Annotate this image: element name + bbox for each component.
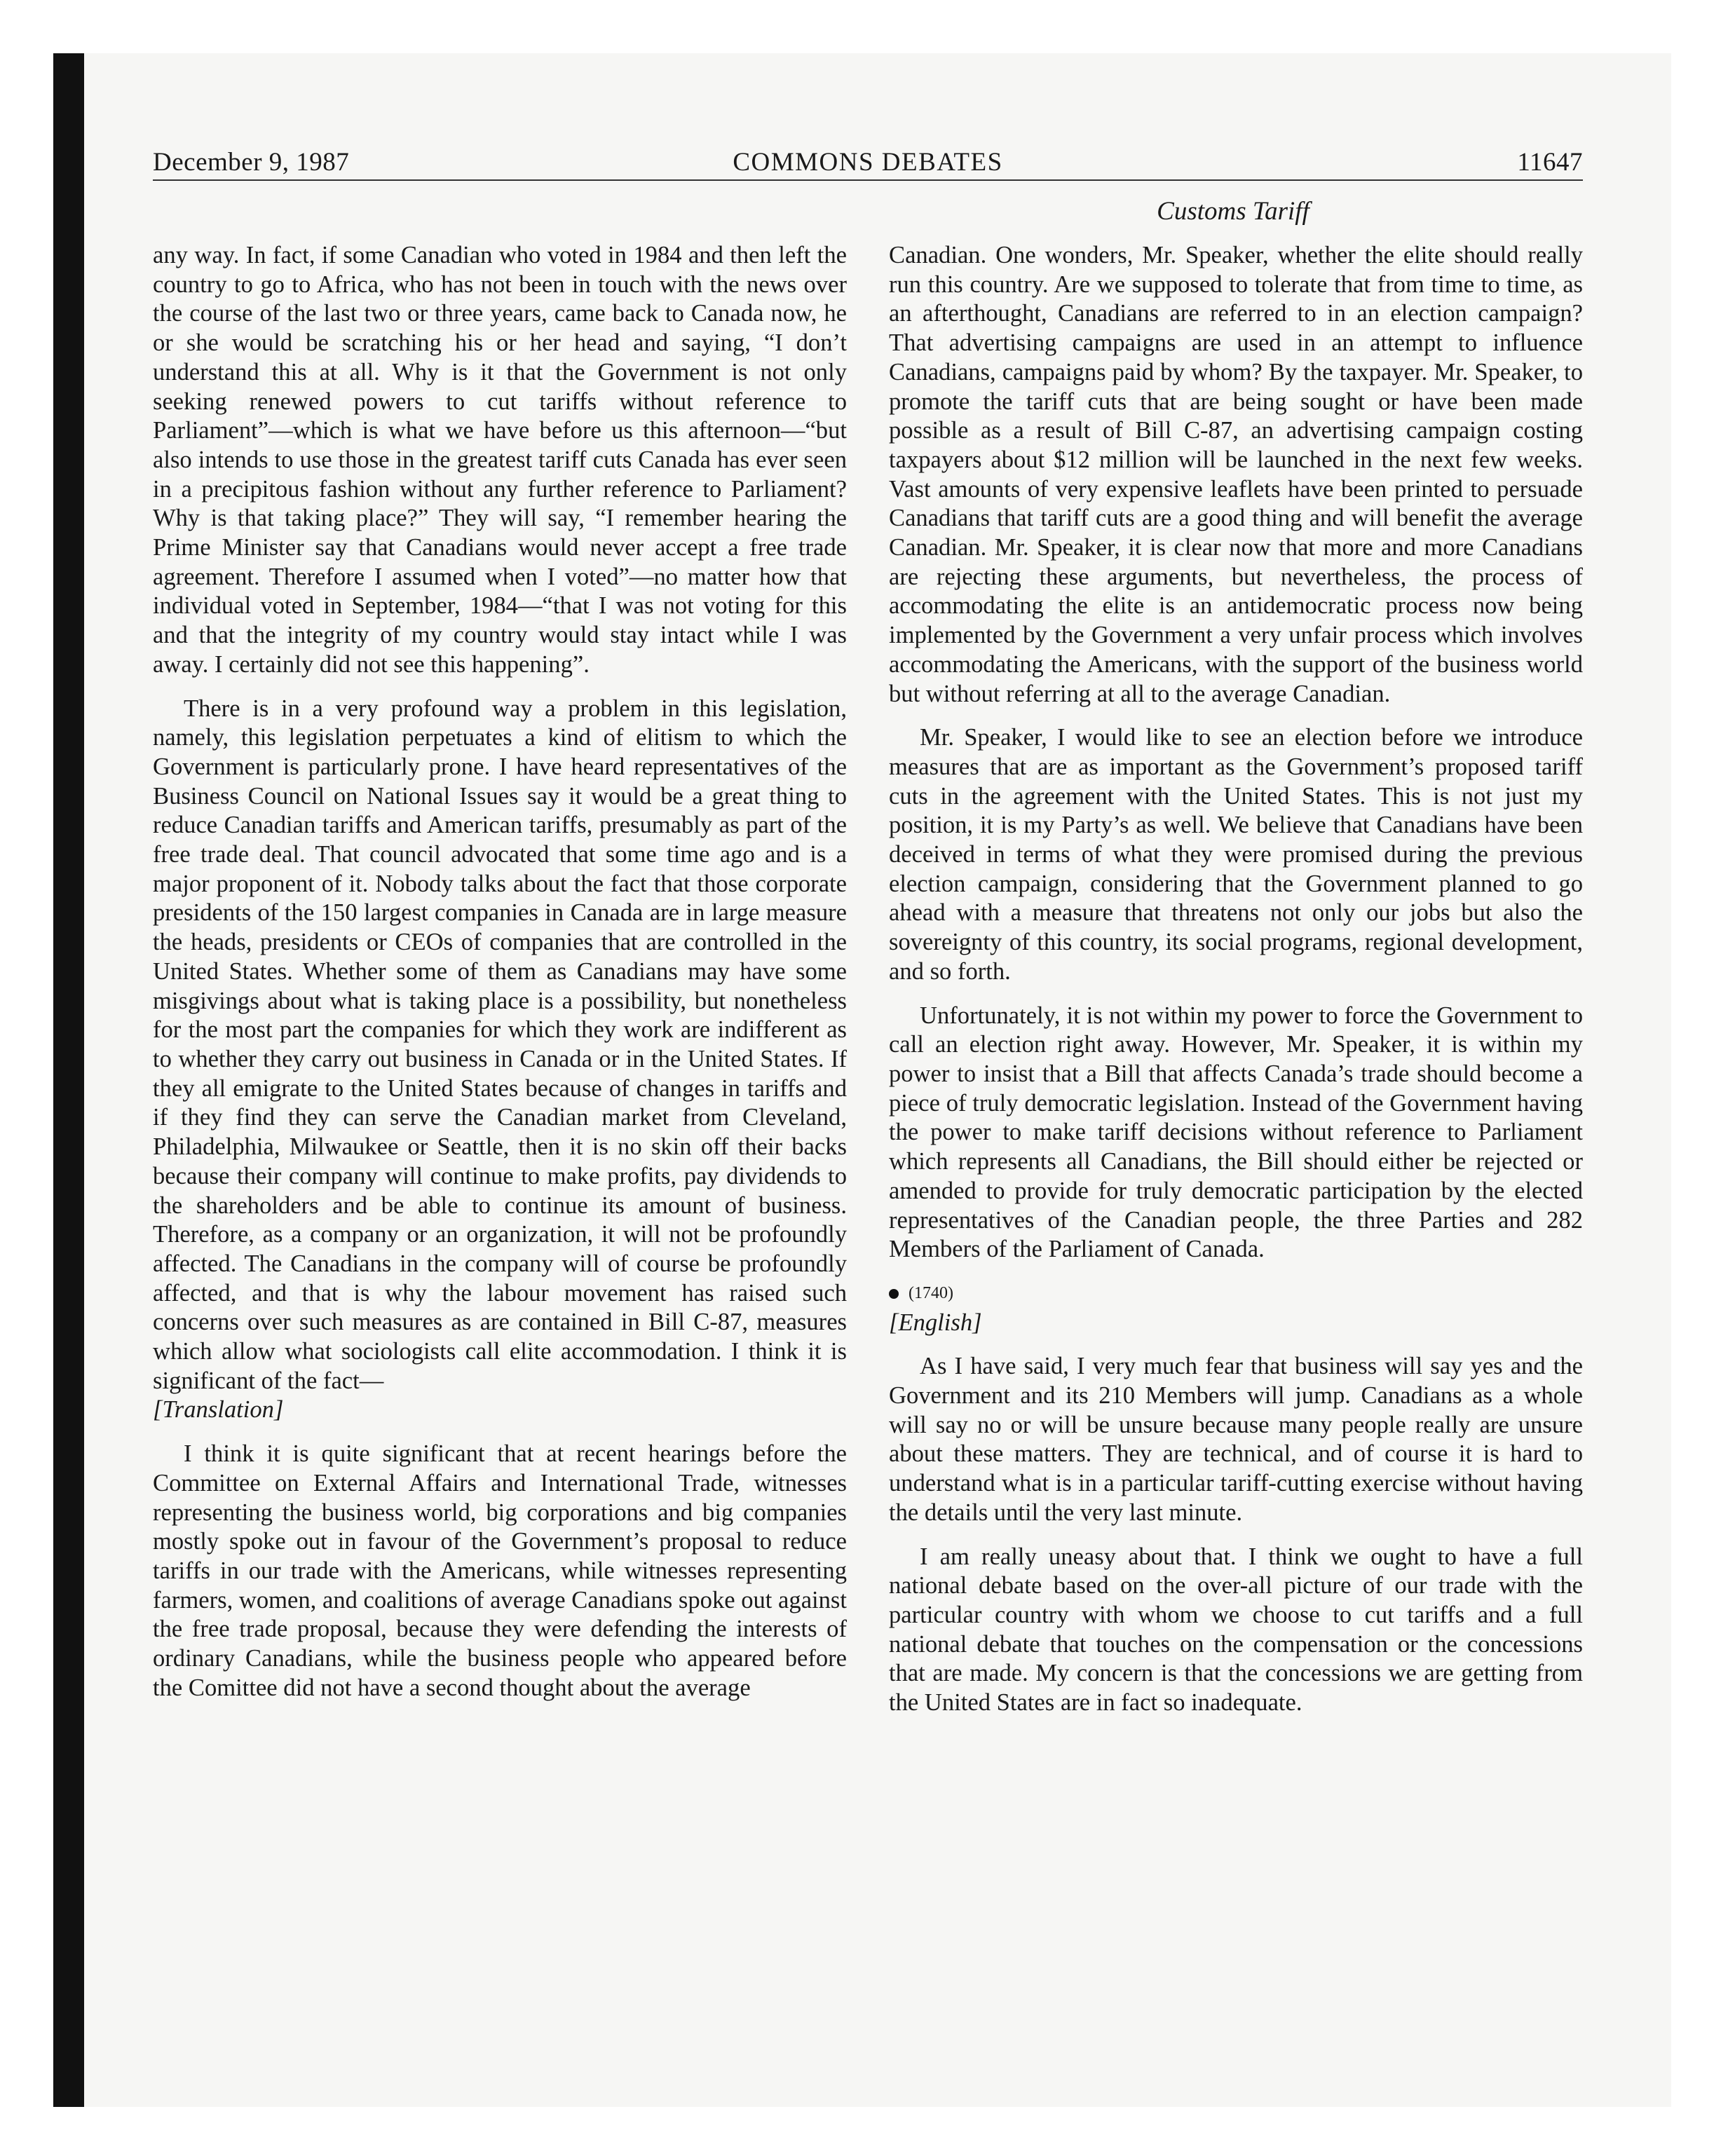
paragraph: As I have said, I very much fear that business will say yes and the Government and its 210 Members will jump. Canadians as a whole will say no or will be unsure because many people really are unsure about these matters. They are technical, and of course it is hard to understand what is in a particular tariff-cutting exercise without having the details until the very last minute. (889, 1353, 1583, 1526)
running-header (153, 144, 1583, 181)
paragraph: I am really uneasy about that. I think we ought to have a full national debate based on the over-all picture of our trade with the particular country with whom we choose to cut tariffs and a full national debate that touches on the compensation or the concessions that are made. My concern is that the concessions we are getting from the United States are in fact so inadequate. (889, 1543, 1583, 1717)
bullet-icon (889, 1289, 899, 1299)
publication-title: COMMONS DEBATES (733, 148, 1003, 177)
header-date: December 9, 1987 (153, 148, 350, 177)
english-label: [English] (889, 1309, 982, 1336)
translation-label: [Translation] (153, 1396, 284, 1424)
paragraph: Canadian. One wonders, Mr. Speaker, whether the elite should really run this country. Are we supposed to tolerate that from time to time, as an afterthought, Canadians are referred to in an election campaign? That advertising campaigns are used in an attempt to influence Canadians, campaigns paid by whom? By the taxpayer. Mr. Speaker, to promote the tariff cuts that are being sought or have been made possible as a result of Bill C-87, an advertising campaign costing taxpayers about $12 million will be launched in the next few weeks. Vast amounts of very expensive leaflets have been printed to persuade Canadians that tariff cuts are a good thing and will benefit the average Canadian. Mr. Speaker, it is clear now that more and more Canadians are rejecting these arguments, but nevertheless, the process of accommodating the elite is an antidemocratic process now being implemented by the Government a very unfair process which involves accommodating the Americans, with the support of the business world but without referring at all to the average Canadian. (889, 242, 1583, 707)
paragraph: I think it is quite significant that at recent hearings before the Committee on External Affairs and International Trade, witnesses representing the business world, big corporations and big companies mostly spoke out in favour of the Government’s proposal to reduce tariffs in our trade with the Americans, while witnesses representing farmers, women, and coalitions of average Canadians spoke out against the free trade proposal, because they were defending the interests of ordinary Canadians, while the business people who appeared before the Comittee did not have a second thought about the average (153, 1440, 847, 1701)
paragraph: Mr. Speaker, I would like to see an election before we introduce measures that are as important as the Government’s proposed tariff cuts in the agreement with the United States. This is not just my position, it is my Party’s as well. We believe that Canadians have been deceived in terms of what they were promised during the previous election campaign, considering that the Government planned to go ahead with a measure that threatens not only our jobs but also the sovereignty of this country, its social programs, regional development, and so forth. (889, 724, 1583, 985)
scan-binding-edge (53, 53, 84, 2107)
time-marker-text: (1740) (909, 1283, 953, 1302)
page-number: 11647 (1517, 148, 1583, 177)
left-column (153, 241, 847, 1703)
time-marker (889, 1279, 1583, 1309)
paragraph: any way. In fact, if some Canadian who voted in 1984 and then left the country to go to Africa, who has not been in touch with the news over the course of the last two or three years, came back to Canada now, he or she would be scratching his or her head and saying, “I don’t understand this at all. Why is it that the Government is not only seeking renewed powers to cut tariffs without reference to Parliament”—which is what we have before us this afternoon—“but also intends to use those in the greatest tariff cuts Canada has ever seen in a precipitous fashion without any further reference to Parliament? Why is that taking place?” They will say, “I remember hearing the Prime Minister say that Canadians would never accept a free trade agreement. Therefore I assumed when I voted”—no matter how that individual voted in September, 1984—“that I was not voting for this and that the integrity of my country would stay intact while I was away. I certainly did not see this happening”. (153, 242, 847, 678)
right-column (889, 241, 1583, 1718)
paragraph: Unfortunately, it is not within my power to force the Government to call an election right away. However, Mr. Speaker, it is within my power to insist that a Bill that affects Canada’s trade should become a piece of truly democratic legislation. Instead of the Government having the power to make tariff decisions without reference to Parliament which represents all Canadians, the Bill should either be rejected or amended to provide for truly democratic participation by the elected representatives of the Canadian people, the three Parties and 282 Members of the Parliament of Canada. (889, 1002, 1583, 1263)
paragraph: There is in a very profound way a problem in this legislation, namely, this legislation perpetuates a kind of elitism to which the Government is particularly prone. I have heard representatives of the Business Council on National Issues say it would be a great thing to reduce Canadian tariffs and American tariffs, presumably as part of the free trade deal. That council advocated that some time ago and is a major proponent of it. Nobody talks about the fact that those corporate presidents of the 150 largest companies in Canada are in large measure the heads, presidents or CEOs of companies that are controlled in the United States. Whether some of them as Canadians may have some misgivings about what is taking place is a possibility, but nonetheless for the most part the companies for which they work are indifferent as to whether they carry out business in Canada or in the United States. If they all emigrate to the United States because of changes in tariffs and if they find they can serve the Canadian market from Cleveland, Philadelphia, Milwaukee or Seattle, then it is no skin off their backs because their company will continue to make profits, pay dividends to the shareholders and be able to continue its amount of business. Therefore, as a company or an organization, it will not be profoundly affected. The Canadians in the company will of course be profoundly affected, and that is why the labour movement has raised such concerns over such measures as are contained in Bill C-87, measures which allow what sociologists call elite accommodation. I think it is significant of the fact— (153, 695, 847, 1394)
subject-heading: Customs Tariff (1157, 197, 1309, 226)
